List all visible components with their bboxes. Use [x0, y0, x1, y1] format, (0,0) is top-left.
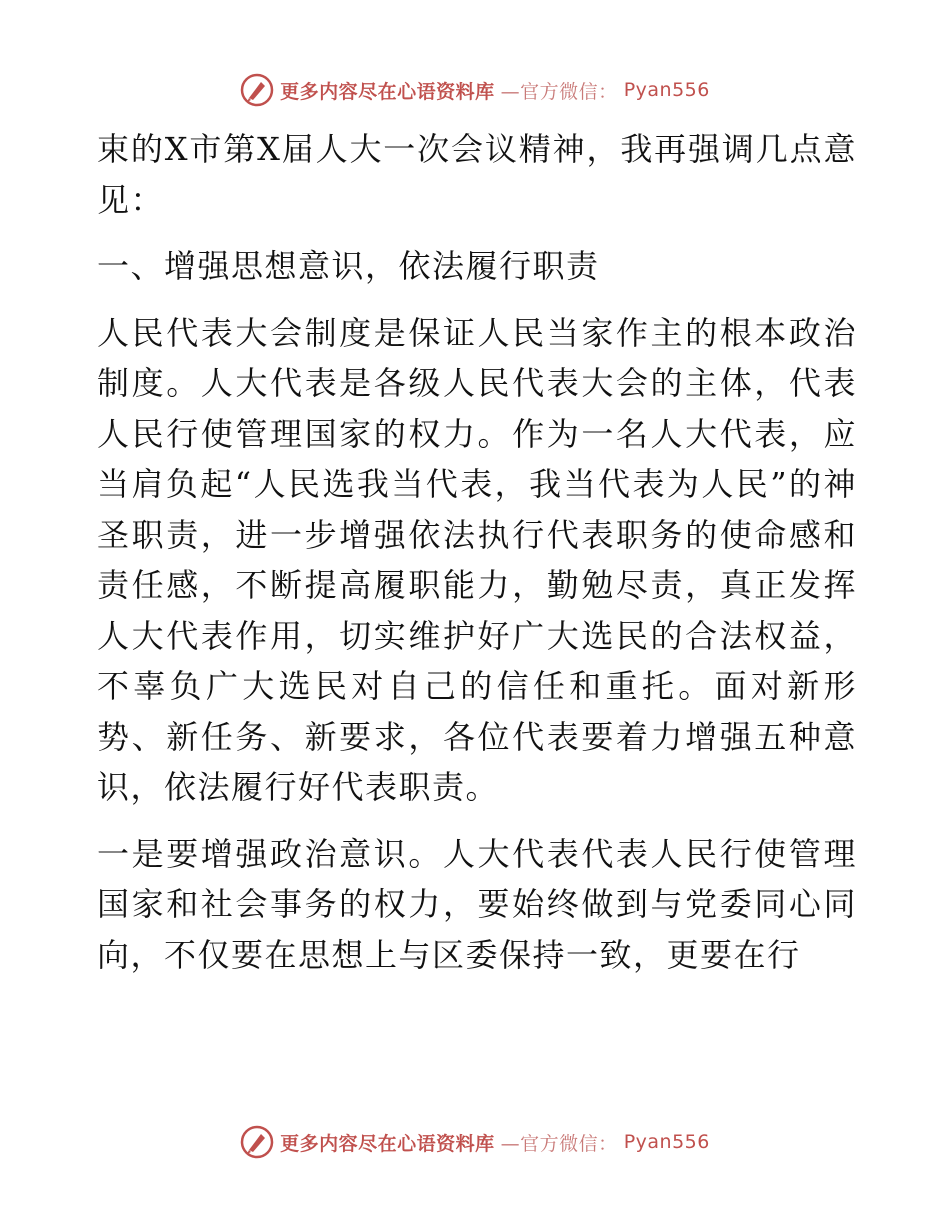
section-heading: 一、增强思想意识，依法履行职责	[97, 247, 600, 285]
document-body	[97, 124, 857, 980]
watermark-main-text: 更多内容尽在心语资料库	[280, 1132, 495, 1155]
pen-logo-icon	[240, 1125, 274, 1159]
watermark-wechat-id: Pyan556	[623, 79, 710, 101]
watermark-footer	[0, 1122, 950, 1162]
watermark-header	[0, 70, 950, 110]
paragraph-political-awareness: 一是要增强政治意识。人大代表代表人民行使管理国家和社会事务的权力，要始终做到与党委同心同向，不仅要在思想上与区委保持一致，更要在行	[97, 834, 857, 974]
watermark-wechat-label: —官方微信：	[500, 1132, 618, 1155]
watermark-wechat-label: —官方微信：	[500, 80, 618, 103]
watermark-main-text: 更多内容尽在心语资料库	[280, 80, 495, 103]
paragraph-intro: 束的X市第X届人大一次会议精神，我再强调几点意见：	[97, 130, 857, 219]
pen-logo-icon	[240, 73, 274, 107]
watermark-wechat-id: Pyan556	[623, 1131, 710, 1153]
paragraph-system: 人民代表大会制度是保证人民当家作主的根本政治制度。人大代表是各级人民代表大会的主体，代表人民行使管理国家的权力。作为一名人大代表，应当肩负起“人民选我当代表，我当代表为人民”的神圣职责，进一步增强依法执行代表职务的使命感和责任感，不断提高履职能力，勤勉尽责，真正发挥人大代表作用，切实维护好广大选民的合法权益，不辜负广大选民对自己的信任和重托。面对新形势、新任务、新要求，各位代表要着力增强五种意识，依法履行好代表职责。	[97, 313, 857, 806]
